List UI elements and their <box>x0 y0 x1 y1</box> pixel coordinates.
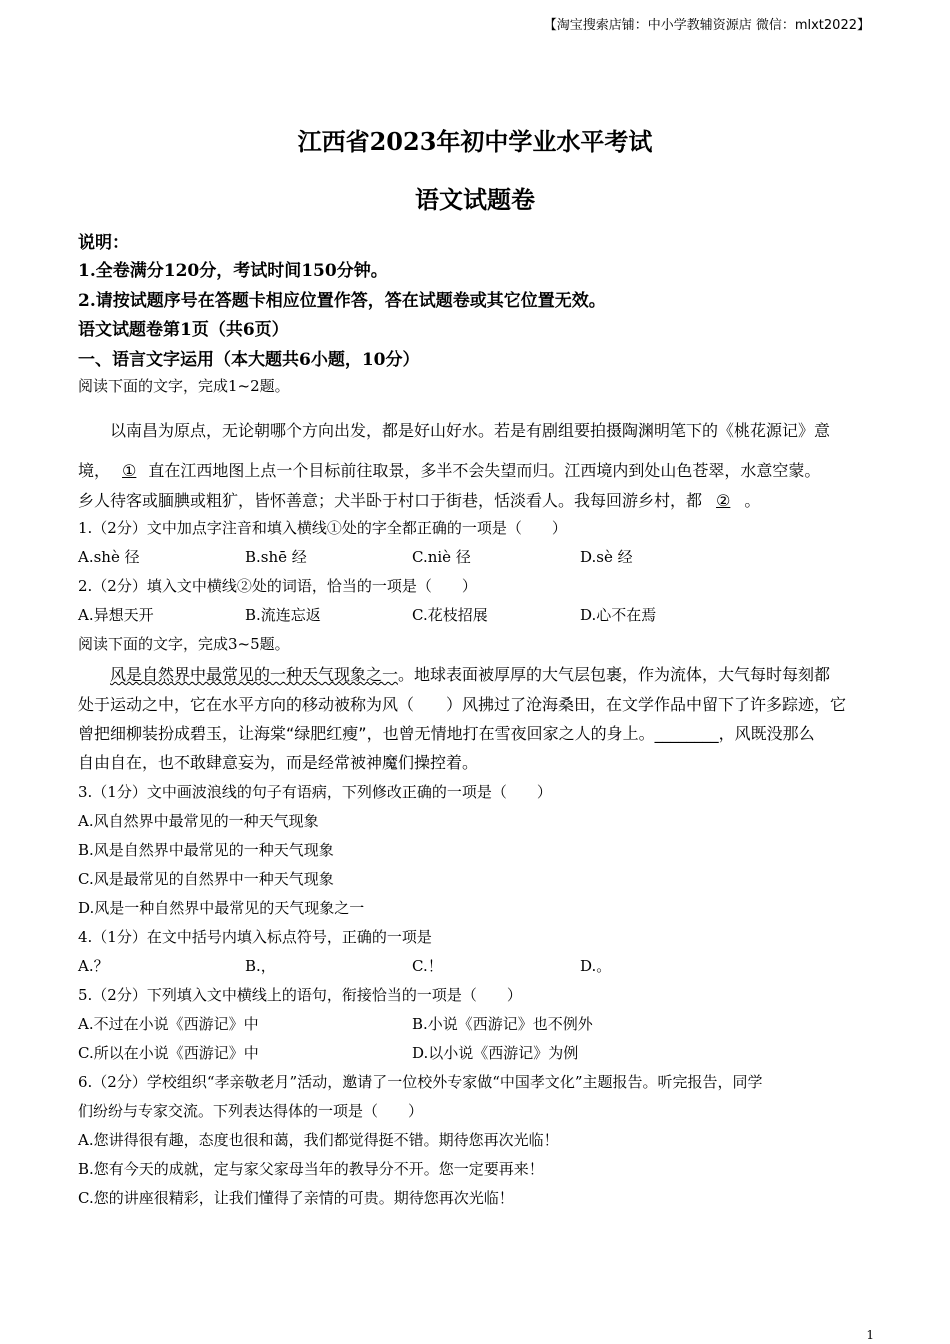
q3-option-a[interactable]: A.风自然界中最常见的一种天气现象 <box>78 812 319 830</box>
question-1-stem: 1.（2分）文中加点字注音和填入横线①处的字全都正确的一项是（ ） <box>78 519 567 537</box>
passage1-line2 <box>78 458 820 481</box>
q5-option-a[interactable]: A.不过在小说《西游记》中 <box>78 1015 259 1033</box>
q6-option-a[interactable]: A.您讲得很有趣，态度也很和蔼，我们都觉得挺不错。期待您再次光临！ <box>78 1131 559 1149</box>
passage2-line3 <box>78 721 815 744</box>
instructions-heading: 说明： <box>78 233 129 253</box>
q3-option-b[interactable]: B.风是自然界中最常见的一种天气现象 <box>78 841 334 859</box>
q5-option-b[interactable]: B.小说《西游记》也不例外 <box>412 1015 593 1033</box>
q6-option-c[interactable]: C.您的讲座很精彩，让我们懂得了亲情的可贵。期待您再次光临！ <box>78 1189 514 1207</box>
passage1-line3-start: 乡人待客或腼腆或粗犷，皆怀善意；犬半卧于村口于街巷，恬淡看人。我每回游乡村，都 <box>78 491 703 510</box>
passage2-line1 <box>110 662 830 685</box>
page-number: 1 <box>866 1328 874 1342</box>
reading-intro-2: 阅读下面的文字，完成3~5题。 <box>78 635 290 653</box>
passage2-line3-end: ，风既没那么 <box>718 724 815 743</box>
passage1-line1: 以南昌为原点，无论朝哪个方向出发，都是好山好水。若是有剧组要拍摄陶渊明笔下的《桃花源记》意 <box>110 421 831 440</box>
header-note: 【淘宝搜索店铺：中小学教辅资源店 微信：mlxt2022】 <box>543 18 870 33</box>
passage2-blank: ________ <box>654 724 719 743</box>
passage1-line2-end: 直在江西地图上点一个目标前往取景，多半不会失望而归。江西境内到处山色苍翠，水意空蒙。 <box>148 461 821 480</box>
q2-option-a[interactable]: A.异想天开 <box>78 606 154 624</box>
q3-option-c[interactable]: C.风是最常见的自然界中一种天气现象 <box>78 870 334 888</box>
instruction-item-1: 1.全卷满分120分，考试时间150分钟。 <box>78 261 388 281</box>
question-6-stem-line1: 6.（2分）学校组织“孝亲敬老月”活动，邀请了一位校外专家做“中国孝文化”主题报告。听完报告，同学 <box>78 1073 763 1091</box>
question-3-stem: 3.（1分）文中画波浪线的句子有语病，下列修改正确的一项是（ ） <box>78 783 552 801</box>
question-2-stem: 2.（2分）填入文中横线②处的词语，恰当的一项是（ ） <box>78 577 477 595</box>
q1-option-a[interactable]: A.shè 径 <box>78 548 140 566</box>
q2-option-b[interactable]: B.流连忘返 <box>245 606 321 624</box>
passage1-line2-start: 境， <box>78 461 111 480</box>
passage2-line2: 处于运动之中，它在水平方向的移动被称为风（ ）风拂过了沧海桑田，在文学作品中留下了许多踪迹，它 <box>78 695 847 714</box>
wavy-sentence: 风是自然界中最常见的一种天气现象之一 <box>110 665 399 684</box>
passage1-line3-end: 。 <box>744 491 761 510</box>
exam-title: 江西省2023年初中学业水平考试 <box>297 127 653 156</box>
passage2-line4: 自由自在，也不敢肆意妄为，而是经常被神魔们操控着。 <box>78 753 479 772</box>
page-info: 语文试题卷第1页（共6页） <box>78 320 289 340</box>
question-4-stem: 4.（1分）在文中括号内填入标点符号，正确的一项是 <box>78 928 432 946</box>
q6-option-b[interactable]: B.您有今天的成就，定与家父家母当年的教导分不开。您一定要再来！ <box>78 1160 544 1178</box>
instruction-item-2: 2.请按试题序号在答题卡相应位置作答，答在试题卷或其它位置无效。 <box>78 291 606 311</box>
q5-option-c[interactable]: C.所以在小说《西游记》中 <box>78 1044 259 1062</box>
q1-option-c[interactable]: C.niè 径 <box>412 548 471 566</box>
reading-intro-1: 阅读下面的文字，完成1~2题。 <box>78 377 290 395</box>
section-heading: 一、语言文字运用（本大题共6小题，10分） <box>78 350 420 370</box>
passage2-line3-start: 曾把细柳装扮成碧玉，让海棠“绿肥红瘦”，也曾无情地打在雪夜回家之人的身上。 <box>78 724 655 743</box>
q4-option-b[interactable]: B.， <box>245 957 276 975</box>
q4-option-d[interactable]: D.。 <box>580 957 612 975</box>
passage1-line3 <box>78 488 760 511</box>
q4-option-a[interactable]: A.？ <box>78 957 109 975</box>
question-5-stem: 5.（2分）下列填入文中横线上的语句，衔接恰当的一项是（ ） <box>78 986 522 1004</box>
q1-option-d[interactable]: D.sè 经 <box>580 548 633 566</box>
q4-option-c[interactable]: C.！ <box>412 957 443 975</box>
exam-subtitle: 语文试题卷 <box>415 185 535 214</box>
q1-option-b[interactable]: B.shē 经 <box>245 548 307 566</box>
question-6-stem-line2: 们纷纷与专家交流。下列表达得体的一项是（ ） <box>78 1102 424 1120</box>
q2-option-d[interactable]: D.心不在焉 <box>580 606 657 624</box>
passage2-line1-rest: 。地球表面被厚厚的大气层包裹，作为流体，大气每时每刻都 <box>398 665 831 684</box>
q2-option-c[interactable]: C.花枝招展 <box>412 606 488 624</box>
blank-1: ① <box>122 461 137 480</box>
q5-option-d[interactable]: D.以小说《西游记》为例 <box>412 1044 579 1062</box>
blank-2: ② <box>716 491 731 510</box>
q3-option-d[interactable]: D.风是一种自然界中最常见的天气现象之一 <box>78 899 365 917</box>
